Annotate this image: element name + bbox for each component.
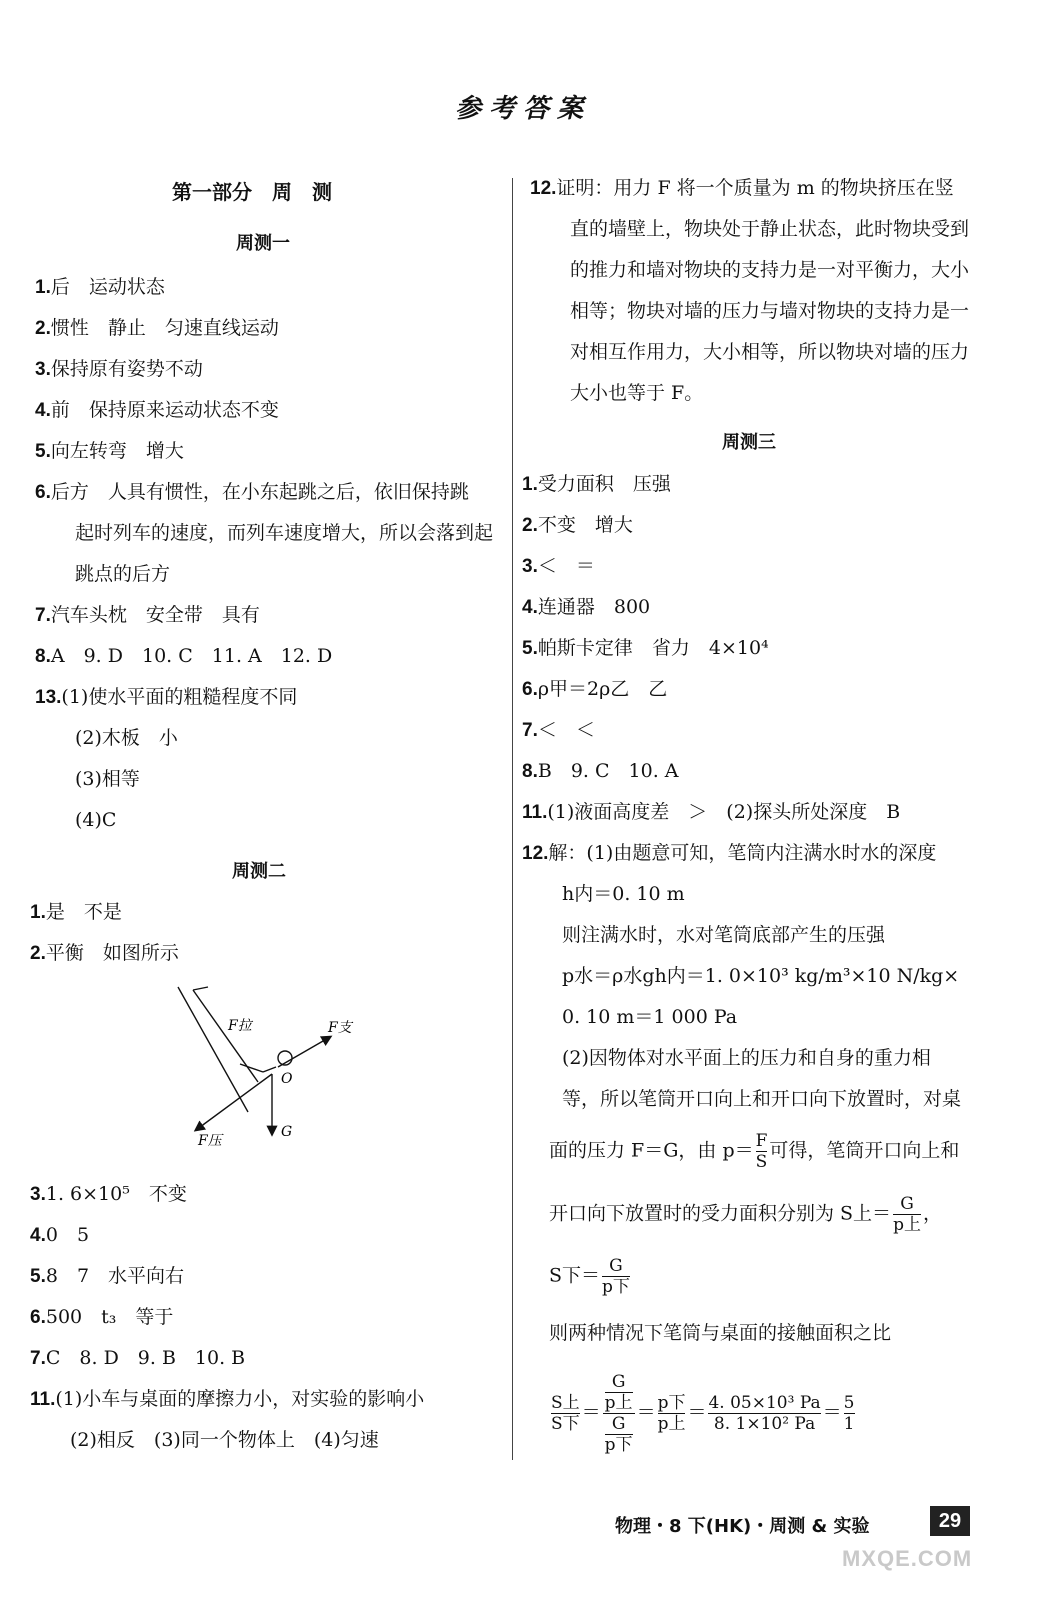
question-number: 1. — [30, 902, 46, 923]
question-number: 13. — [35, 687, 62, 708]
question-number: 2. — [30, 943, 46, 964]
question-number: 2. — [522, 515, 538, 536]
question-number: 11. — [30, 1389, 56, 1410]
answer-text: p水＝ρ水gh内＝1. 0×10³ kg/m³×10 N/kg× — [562, 965, 960, 987]
watermark: MXQE.COM — [842, 1546, 973, 1571]
week3-line — [522, 677, 667, 702]
week1-line — [55, 726, 178, 750]
proof-line — [550, 299, 969, 323]
answer-text: 的推力和墙对物块的支持力是一对平衡力，大小 — [570, 259, 970, 281]
answer-text: A 9. D 10. C 11. A 12. D — [50, 645, 333, 667]
answer-text: 0 5 — [45, 1224, 90, 1246]
week1-line — [55, 767, 140, 791]
week3-line — [522, 554, 595, 579]
question-number: 12. — [530, 178, 557, 199]
answer-text: (2)因物体对水平面上的压力和自身的重力相 — [562, 1047, 931, 1069]
answer-text: (2)木板 小 — [75, 727, 178, 749]
week2-line — [30, 900, 122, 925]
week3-line — [522, 513, 633, 538]
area-down-line: S下＝ $\frac{G}{\text{p下}}$ — [549, 1256, 630, 1297]
answer-text: (2)相反 (3)同一个物体上 (4)匀速 — [70, 1429, 379, 1451]
week1-line — [35, 480, 469, 505]
ratio-compound: G p上 G p下 — [604, 1372, 633, 1455]
question-number: 5. — [522, 638, 538, 659]
week3-line — [542, 964, 959, 988]
week1-line — [35, 357, 203, 382]
answer-text: 起时列车的速度，而列车速度增大，所以会落到起 — [75, 522, 494, 544]
answer-text: (3)相等 — [75, 768, 140, 790]
proof-line — [550, 340, 969, 364]
answer-text: 连通器 800 — [537, 596, 651, 618]
answer-text: (4)C — [75, 809, 117, 831]
answer-text: 解：(1)由题意可知，笔筒内注满水时水的深度 — [548, 842, 937, 864]
week3-line — [522, 636, 769, 661]
question-number: 7. — [35, 605, 51, 626]
week1-line — [35, 275, 165, 300]
question-number: 1. — [35, 277, 51, 298]
week3-line — [542, 1005, 737, 1029]
heading-week3: 周测三 — [722, 432, 776, 453]
point-o-label: O — [281, 1071, 293, 1087]
proof-line — [550, 381, 703, 405]
gravity-label: G — [281, 1124, 293, 1140]
week1-line — [35, 398, 279, 423]
answer-text: 不变 增大 — [537, 514, 633, 536]
week2b-line — [30, 1305, 173, 1330]
answer-text: 惯性 静止 匀速直线运动 — [50, 317, 279, 339]
question-number: 6. — [522, 679, 538, 700]
answer-text: 帕斯卡定律 省力 4×10⁴ — [537, 637, 769, 659]
week3-line — [542, 1087, 961, 1111]
answer-text: (1)液面高度差 ＞ (2)探头所处深度 B — [547, 801, 901, 823]
week1-line — [35, 644, 332, 669]
question-number: 2. — [35, 318, 51, 339]
proof-line — [550, 217, 969, 241]
question-number: 5. — [35, 441, 51, 462]
answer-text: 后方 人具有惯性，在小东起跳之后，依旧保持跳 — [50, 481, 469, 503]
answer-text: 证明：用力 F 将一个质量为 m 的物块挤压在竖 — [556, 177, 954, 199]
week1-line — [55, 808, 116, 832]
week3-line — [522, 800, 900, 825]
fraction-f-over-s: $\frac{F}{S}$ — [755, 1131, 768, 1172]
question-number: 8. — [35, 646, 51, 667]
week3-line — [522, 759, 679, 784]
question-number: 1. — [522, 474, 538, 495]
question-number: 12. — [522, 843, 549, 864]
area-up-line: 开口向下放置时的受力面积分别为 S上＝ $\frac{G}{\text{p上}}$ ， — [549, 1194, 942, 1235]
page-number: 29 — [930, 1506, 970, 1536]
question-number: 4. — [35, 400, 51, 421]
proof-line — [530, 176, 954, 201]
week3-line — [522, 472, 671, 497]
week3-line — [542, 882, 685, 906]
page-title: 参考答案 — [455, 94, 592, 124]
week1-line — [35, 316, 279, 341]
ratio-equation: $\frac{\text{S上}}{\text{S下}}$ ＝ G p上 G p下 ＝ $\frac{\text{p下}}{\text{p上}}$ ＝ $\frac{\text{4. 05×10³ Pa}}{\text{8. 1×10² Pa}}$ ＝ $\frac{5}{1}$ — [551, 1372, 855, 1455]
answer-text: 向左转弯 增大 — [50, 440, 184, 462]
answer-text: 后 运动状态 — [50, 276, 165, 298]
question-number: 8. — [522, 761, 538, 782]
question-number: 6. — [35, 482, 51, 503]
week3-line — [522, 718, 595, 743]
answer-text: h内＝0. 10 m — [562, 883, 685, 905]
answer-text: 大小也等于 F。 — [570, 382, 704, 404]
week2b-line — [30, 1387, 424, 1412]
answer-text: 对相互作用力，大小相等，所以物块对墙的压力 — [570, 341, 970, 363]
question-number: 6. — [30, 1307, 46, 1328]
ratio-values: $\frac{\text{4. 05×10³ Pa}}{\text{8. 1×10² Pa}}$ — [708, 1393, 821, 1434]
f-pull-label: F拉 — [228, 1018, 252, 1034]
ratio-intro: 则两种情况下笔筒与桌面的接触面积之比 — [549, 1322, 892, 1344]
question-number: 4. — [522, 597, 538, 618]
answer-text: 跳点的后方 — [75, 563, 171, 585]
question-number: 5. — [30, 1266, 46, 1287]
answer-text: 相等；物块对墙的压力与墙对物块的支持力是一 — [570, 300, 970, 322]
column-divider — [512, 178, 513, 1460]
answer-text: B 9. C 10. A — [537, 760, 679, 782]
week2b-line — [30, 1182, 187, 1207]
ratio-lhs: $\frac{\text{S上}}{\text{S下}}$ — [551, 1393, 580, 1434]
question-number: 3. — [522, 556, 538, 577]
fraction-g-over-p-down: $\frac{G}{\text{p下}}$ — [602, 1256, 630, 1297]
ratio-result: $\frac{5}{1}$ — [843, 1393, 855, 1434]
heading-week1: 周测一 — [236, 233, 290, 254]
week2b-line — [50, 1428, 379, 1452]
week1-line — [35, 439, 184, 464]
ratio-p: $\frac{\text{p下}}{\text{p上}}$ — [657, 1393, 686, 1434]
answer-text: (1)小车与桌面的摩擦力小，对实验的影响小 — [55, 1388, 425, 1410]
week3-line — [522, 841, 936, 866]
answer-text: C 8. D 9. B 10. B — [45, 1347, 246, 1369]
proof-line — [550, 258, 969, 282]
answer-text: 受力面积 压强 — [537, 473, 671, 495]
week2-line — [30, 941, 179, 966]
answer-text: (1)使水平面的粗糙程度不同 — [61, 686, 298, 708]
week3-line — [522, 595, 650, 620]
heading-week2: 周测二 — [232, 861, 286, 882]
question-number: 11. — [522, 802, 548, 823]
answer-text: 平衡 如图所示 — [45, 942, 179, 964]
week2b-line — [30, 1264, 184, 1289]
question-number: 7. — [30, 1348, 46, 1369]
week2b-line — [30, 1223, 89, 1248]
answer-text: ρ甲＝2ρ乙 乙 — [537, 678, 668, 700]
force-diagram — [168, 982, 368, 1152]
answer-text: 500 t₃ 等于 — [45, 1306, 174, 1328]
answer-text: 0. 10 m＝1 000 Pa — [562, 1006, 738, 1028]
answer-text: 前 保持原来运动状态不变 — [50, 399, 279, 421]
question-number: 3. — [35, 359, 51, 380]
week1-line — [35, 685, 297, 710]
week2b-line — [30, 1346, 245, 1371]
question-number: 3. — [30, 1184, 46, 1205]
week1-line — [55, 562, 170, 586]
question-number: 7. — [522, 720, 538, 741]
answer-text: 8 7 水平向右 — [45, 1265, 185, 1287]
week3-line — [542, 1046, 931, 1070]
answer-text: 是 不是 — [45, 901, 122, 923]
answer-text: 汽车头枕 安全带 具有 — [50, 604, 260, 626]
f-support-label: F支 — [328, 1020, 352, 1036]
pressure-formula-line: 面的压力 F＝G，由 p＝ $\frac{F}{S}$ 可得，笔筒开口向上和 — [549, 1131, 960, 1172]
week3-line — [542, 923, 885, 947]
answer-text: ＜ ＜ — [537, 719, 595, 741]
week1-line — [55, 521, 493, 545]
answer-text: 保持原有姿势不动 — [50, 358, 203, 380]
section-title: 第一部分 周 测 — [172, 180, 332, 204]
answer-text: 等，所以笔筒开口向上和开口向下放置时，对桌 — [562, 1088, 962, 1110]
fraction-g-over-p-up: $\frac{G}{\text{p上}}$ — [893, 1194, 921, 1235]
f-press-label: F压 — [198, 1133, 222, 1149]
answer-text: 1. 6×10⁵ 不变 — [45, 1183, 187, 1205]
answer-text: ＜ ＝ — [537, 555, 595, 577]
week1-line — [35, 603, 260, 628]
answer-text: 则注满水时，水对笔筒底部产生的压强 — [562, 924, 886, 946]
footer-text: 物理・8 下(HK)・周测 & 实验 — [615, 1516, 870, 1537]
question-number: 4. — [30, 1225, 46, 1246]
answer-text: 直的墙壁上，物块处于静止状态，此时物块受到 — [570, 218, 970, 240]
